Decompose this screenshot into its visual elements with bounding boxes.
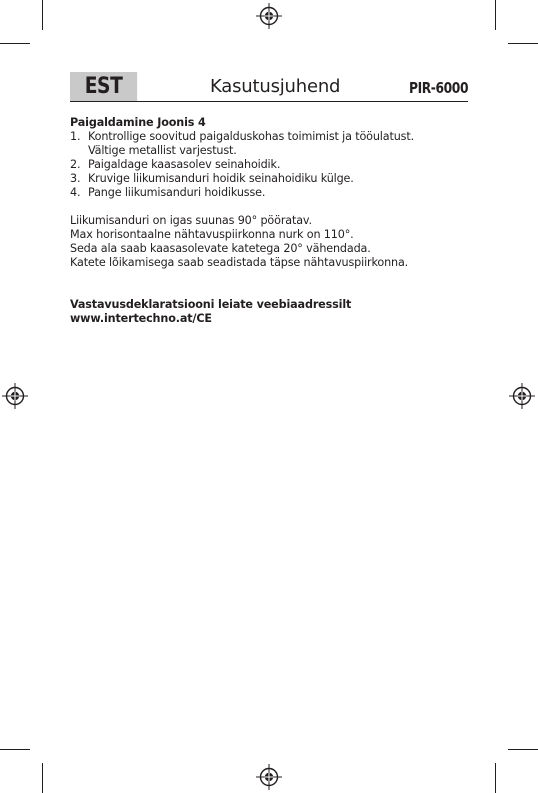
header-divider — [70, 101, 468, 102]
spacer — [70, 270, 470, 298]
note-line: Seda ala saab kaasasolevate katetega 20° vähendada. — [70, 242, 371, 255]
language-badge: EST — [70, 72, 137, 102]
step-item — [70, 158, 470, 172]
crop-mark-bottom-left-vertical — [42, 763, 43, 793]
step-text-line: Kruvige liikumisanduri hoidik seinahoidiku külge. — [88, 172, 354, 185]
step-text-line: Pange liikumisanduri hoidikusse. — [88, 186, 266, 199]
registration-mark-top-icon — [256, 3, 282, 29]
crop-mark-bottom-right-vertical — [495, 763, 496, 793]
crop-mark-top-left-horizontal — [0, 43, 30, 44]
crop-mark-bottom-left-horizontal — [0, 749, 30, 750]
note-line: Katete lõikamisega saab seadistada täpse nähtavuspiirkonna. — [70, 256, 409, 269]
spacer — [70, 200, 470, 214]
registration-mark-bottom-icon — [256, 764, 282, 790]
conformity-url-link[interactable]: www.intertechno.at/CE — [70, 312, 212, 325]
step-number: 4. — [70, 186, 81, 199]
step-number: 1. — [70, 130, 81, 143]
step-text-line: Kontrollige soovitud paigalduskohas toimimist ja tööulatust. — [88, 130, 414, 143]
page-title: Kasutusjuhend — [210, 76, 341, 97]
step-text-line: Paigaldage kaasasolev seinahoidik. — [88, 158, 281, 171]
registration-mark-right-icon — [509, 383, 535, 409]
step-item — [70, 172, 470, 186]
step-number: 3. — [70, 172, 81, 185]
conformity-block — [70, 298, 470, 326]
note-line: Liikumisanduri on igas suunas 90° pööratav. — [70, 214, 312, 227]
section-title-installation: Paigaldamine Joonis 4 — [70, 116, 206, 129]
model-number: PIR-6000 — [408, 79, 468, 97]
notes-block — [70, 214, 470, 270]
step-item — [70, 130, 470, 158]
step-number: 2. — [70, 158, 81, 171]
crop-mark-top-right-vertical — [495, 0, 496, 30]
page-header — [70, 72, 468, 102]
note-line: Max horisontaalne nähtavuspiirkonna nurk on 110°. — [70, 228, 354, 241]
crop-mark-bottom-right-horizontal — [508, 749, 538, 750]
registration-mark-left-icon — [2, 383, 28, 409]
step-text-line: Vältige metallist varjestust. — [88, 144, 237, 157]
step-item — [70, 186, 470, 200]
crop-mark-top-right-horizontal — [508, 43, 538, 44]
conformity-text: Vastavusdeklaratsiooni leiate veebiaadressilt — [70, 298, 352, 311]
installation-steps — [70, 130, 470, 200]
crop-mark-top-left-vertical — [42, 0, 43, 30]
manual-content — [70, 116, 470, 326]
